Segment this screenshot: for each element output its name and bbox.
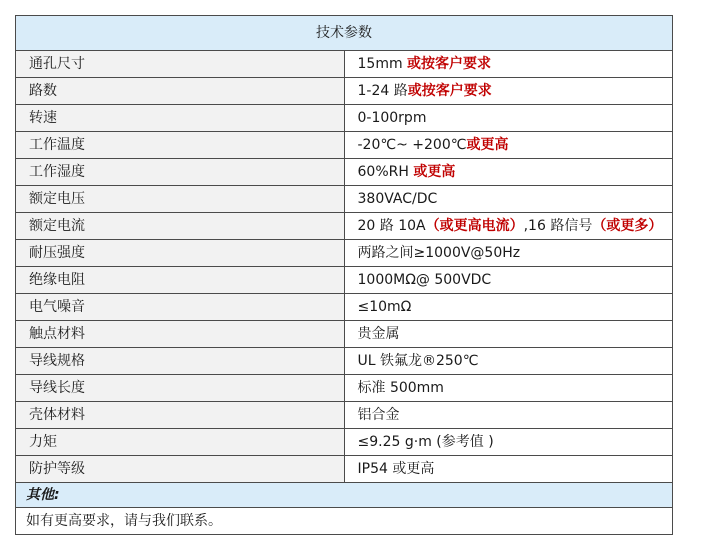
spec-table: [15, 15, 673, 535]
param-value: 两路之间≥1000V@50Hz: [344, 240, 673, 267]
param-name: 力矩: [16, 429, 345, 456]
param-name: 通孔尺寸: [16, 51, 345, 78]
table-row: [16, 240, 673, 267]
param-value: 15mm 或按客户要求: [344, 51, 673, 78]
table-row: [16, 78, 673, 105]
table-row: [16, 429, 673, 456]
emphasis-text: 或更高: [413, 164, 456, 180]
param-value: ≤10mΩ: [344, 294, 673, 321]
param-value: 0-100rpm: [344, 105, 673, 132]
param-value: 1-24 路或按客户要求: [344, 78, 673, 105]
emphasis-text: （或更多）: [592, 218, 663, 234]
table-row: [16, 267, 673, 294]
emphasis-text: 或更高: [466, 137, 509, 153]
param-value: 1000MΩ@ 500VDC: [344, 267, 673, 294]
param-name: 额定电压: [16, 186, 345, 213]
param-value: -20℃~ +200℃或更高: [344, 132, 673, 159]
param-value: 标准 500mm: [344, 375, 673, 402]
param-name: 防护等级: [16, 456, 345, 483]
param-value: 铝合金: [344, 402, 673, 429]
param-value: 60%RH 或更高: [344, 159, 673, 186]
emphasis-text: （或更高电流）: [425, 218, 524, 234]
table-row: [16, 348, 673, 375]
table-row: [16, 132, 673, 159]
param-value: 20 路 10A（或更高电流）,16 路信号（或更多）: [344, 213, 673, 240]
param-name: 触点材料: [16, 321, 345, 348]
table-title: 技术参数: [16, 16, 673, 51]
table-row: [16, 105, 673, 132]
param-name: 耐压强度: [16, 240, 345, 267]
table-row: [16, 294, 673, 321]
other-header-row: [16, 483, 673, 508]
param-value: IP54 或更高: [344, 456, 673, 483]
emphasis-text: 或按客户要求: [407, 83, 492, 99]
emphasis-text: 或按客户要求: [407, 56, 492, 72]
table-row: [16, 186, 673, 213]
table-header-row: [16, 16, 673, 51]
param-value: ≤9.25 g·m (参考值 ): [344, 429, 673, 456]
contact-note: 如有更高要求，请与我们联系。: [16, 508, 673, 535]
param-value: 贵金属: [344, 321, 673, 348]
param-name: 导线长度: [16, 375, 345, 402]
param-name: 额定电流: [16, 213, 345, 240]
other-label: 其他:: [16, 483, 673, 508]
param-value: 380VAC/DC: [344, 186, 673, 213]
param-name: 路数: [16, 78, 345, 105]
table-row: [16, 375, 673, 402]
param-name: 工作温度: [16, 132, 345, 159]
param-name: 转速: [16, 105, 345, 132]
table-row: [16, 159, 673, 186]
param-name: 电气噪音: [16, 294, 345, 321]
table-row: [16, 402, 673, 429]
param-name: 导线规格: [16, 348, 345, 375]
table-row: [16, 51, 673, 78]
table-row: [16, 213, 673, 240]
param-name: 工作湿度: [16, 159, 345, 186]
table-row: [16, 456, 673, 483]
param-value: UL 铁氟龙®250℃: [344, 348, 673, 375]
param-name: 壳体材料: [16, 402, 345, 429]
note-row: [16, 508, 673, 535]
table-row: [16, 321, 673, 348]
param-name: 绝缘电阻: [16, 267, 345, 294]
